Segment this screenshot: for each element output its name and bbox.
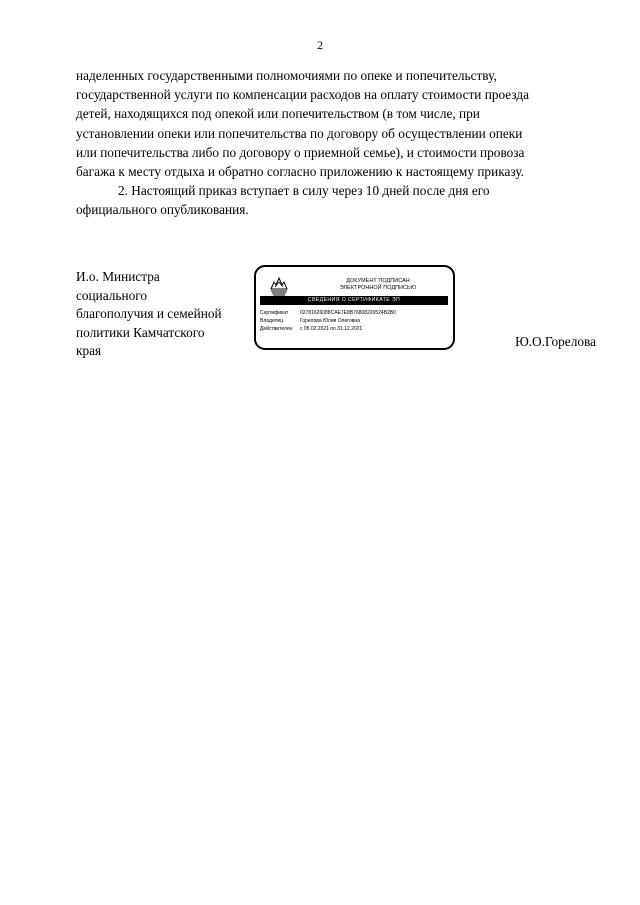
text-line: государственной услуги по компенсации расходов на оплату стоимости проезда <box>76 87 530 103</box>
stamp-row-key: Владелец <box>260 318 284 324</box>
stamp-row-value: с 05.02.2021 по 31.12.2021 <box>300 326 363 332</box>
stamp-row-key: Сертификат <box>260 310 289 316</box>
stamp-row-value: Горелова Юлия Олеговна <box>300 318 360 324</box>
electronic-signature-stamp <box>254 265 455 350</box>
position-line: социального <box>76 287 148 303</box>
stamp-title-line: ДОКУМЕНТ ПОДПИСАН <box>346 278 410 284</box>
stamp-row <box>260 317 396 325</box>
stamp-title <box>308 278 448 292</box>
stamp-row <box>260 309 396 317</box>
text-line: или попечительства либо по договору о приемной семье), и стоимости провоза <box>76 144 525 160</box>
stamp-row-key: Действителен <box>260 326 293 332</box>
stamp-title-line: ЭЛЕКТРОННОЙ ПОДПИСЬЮ <box>339 285 417 291</box>
coat-of-arms-icon <box>270 276 288 298</box>
paragraph-1 <box>76 66 596 181</box>
text-line: 2. Настоящий приказ вступает в силу через 10 дней после дня его <box>118 183 490 199</box>
signer-position <box>76 268 256 361</box>
document-body <box>76 66 596 220</box>
text-line: детей, находящихся под опекой или попечительством (в том числе, при <box>76 106 480 122</box>
position-line: И.о. Министра <box>76 269 160 284</box>
paragraph-2 <box>76 181 596 219</box>
position-line: политики Камчатского <box>76 324 205 340</box>
position-line: благополучия и семейной <box>76 306 222 321</box>
text-line: официального опубликования. <box>76 202 249 218</box>
stamp-certificate-bar: СВЕДЕНИЯ О СЕРТИФИКАТЕ ЭП <box>260 296 448 305</box>
stamp-row <box>260 325 396 333</box>
signer-name: Ю.О.Горелова <box>515 334 596 349</box>
stamp-row-value: 02781626088CAE7E8B76808220524B2B0 <box>300 310 396 316</box>
page-number: 2 <box>317 38 323 52</box>
position-line: края <box>76 343 102 358</box>
stamp-details <box>260 309 396 333</box>
text-line: установлении опеки или попечительства по договору об осуществлении опеки <box>76 125 523 141</box>
text-line: багажа к месту отдыха и обратно согласно приложению к настоящему приказу. <box>76 164 524 180</box>
text-line: наделенных государственными полномочиями по опеке и попечительству, <box>76 68 497 83</box>
